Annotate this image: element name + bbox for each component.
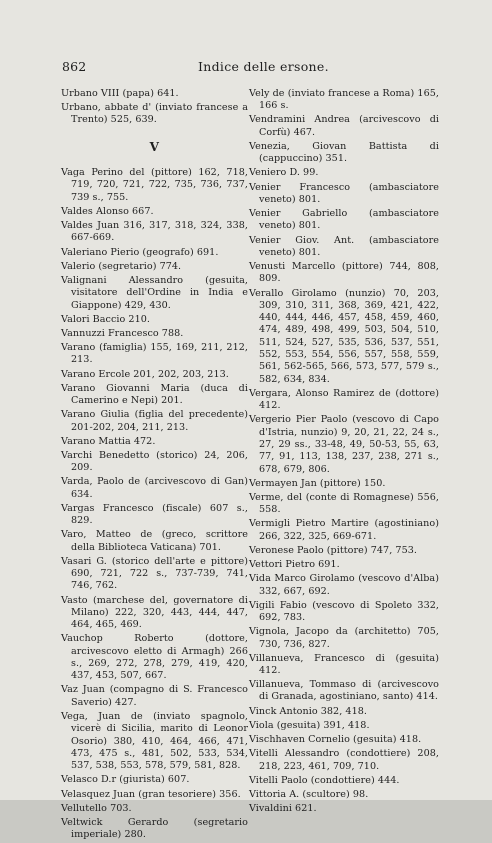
index-entry: Valori Baccio 210.	[61, 313, 150, 325]
index-entry: Valeriano Pierio (geografo) 691.	[61, 246, 219, 258]
right-column	[249, 88, 439, 817]
index-entry: Verme, del (conte di Romagnese) 556, 558.	[249, 491, 439, 516]
index-entry: Vega, Juan de (inviato spagnolo, vicerè di Sicilia, marito di Leonor Osorio) 380, 410, 464, 466, 471, 473, 475 s., 481, 502, 533, 534, 537, 538, 553, 578, 579, 581, 828.	[61, 710, 248, 772]
index-entry: Velasquez Juan (gran tesoriere) 356.	[61, 788, 241, 800]
index-entry: Villanueva, Francesco di (gesuita) 412.	[249, 652, 439, 676]
index-entry: Venier Gabriello (ambasciatore veneto) 801.	[249, 208, 439, 232]
page-number: 862	[62, 59, 87, 74]
index-entry: Vigili Fabio (vescovo di Spoleto 332, 692, 783.	[249, 599, 439, 624]
right-entries	[249, 88, 439, 815]
index-entry: Valdes Juan 316, 317, 318, 324, 338, 667-669.	[61, 220, 248, 244]
index-entry: Vargas Francesco (fiscale) 607 s., 829.	[61, 502, 248, 527]
section-letter: V	[149, 139, 160, 154]
index-entry: Varano Giulia (figlia del precedente) 201-202, 204, 211, 213.	[61, 409, 248, 433]
index-entry: Varano Mattia 472.	[61, 435, 156, 447]
page-header	[62, 59, 442, 77]
index-entry: Varano Giovanni Maria (duca di Camerino e Nepi) 201.	[61, 382, 248, 407]
index-entry: Venier Francesco (ambasciatore veneto) 801.	[249, 181, 439, 205]
left-column	[61, 88, 248, 843]
index-entry: Velasco D.r (giurista) 607.	[61, 774, 190, 786]
index-entry: Vendramini Andrea (arcivescovo di Corfù) 467.	[249, 114, 439, 138]
index-entry: Vellutello 703.	[61, 802, 132, 814]
index-entry: Urbano VIII (papa) 641.	[61, 88, 179, 99]
index-entry: Vergara, Alonso Ramirez de (dottore) 412.	[249, 387, 439, 412]
index-entry: Verallo Girolamo (nunzio) 70, 203, 309, 310, 311, 368, 369, 421, 422, 440, 444, 446, 457, 458, 459, 460, 474, 489, 498, 499, 503, 504, 510, 511, 524, 527, 535, 536, 537, 551, 552, 553, 554, 556, 557, 558, 559, 561, 562-565, 566, 573, 577, 579 s., 582, 634, 834.	[249, 287, 439, 385]
index-entry: Vischhaven Cornelio (gesuita) 418.	[249, 734, 422, 746]
index-entry: Viola (gesuita) 391, 418.	[249, 719, 370, 731]
index-entry: Vergerio Pier Paolo (vescovo di Capo d'Istria, nunzio) 9, 20, 21, 22, 24 s., 27, 29 ss., 33-48, 49, 50-53, 55, 63, 77, 91, 113, 138, 237, 238, 271 s., 678, 679, 806.	[249, 414, 439, 475]
index-entry: Venusti Marcello (pittore) 744, 808, 809.	[249, 261, 439, 285]
index-entry: Vermayen Jan (pittore) 150.	[249, 477, 386, 489]
index-entry: Vitelli Alessandro (condottiere) 208, 218, 223, 461, 709, 710.	[249, 748, 439, 772]
left-entries	[61, 167, 248, 841]
index-entry: Varano (famiglia) 155, 169, 211, 212, 213.	[61, 342, 248, 366]
index-entry: Veniero D. 99.	[249, 167, 319, 179]
index-entry: Vely de (inviato francese a Roma) 165, 166 s.	[249, 88, 439, 112]
index-entry: Venezia, Giovan Battista di (cappuccino) 351.	[249, 140, 439, 165]
index-entry: Vitelli Paolo (condottiere) 444.	[249, 774, 400, 786]
index-entry: Villanueva, Tommaso di (arcivescovo di Granada, agostiniano, santo) 414.	[249, 679, 439, 703]
index-entry: Vasari G. (storico dell'arte e pittore) 690, 721, 722 s., 737-739, 741, 746, 762.	[61, 555, 248, 592]
index-entry: Vittoria A. (scultore) 98.	[249, 788, 369, 800]
index-entry: Vasto (marchese del, governatore di Milano) 222, 320, 443, 444, 447, 464, 465, 469.	[61, 594, 248, 631]
index-entry: Varda, Paolo de (arcivescovo di Gan) 634.	[61, 476, 248, 500]
index-entry: Venier Giov. Ant. (ambasciatore veneto) 801.	[249, 234, 439, 258]
index-entry: Valdes Alonso 667.	[61, 205, 154, 217]
index-entry: Veltwick Gerardo (segretario imperiale) 280.	[61, 816, 248, 841]
index-entry: Vettori Pietro 691.	[249, 559, 340, 571]
index-entry: Vannuzzi Francesco 788.	[61, 327, 184, 339]
index-entry: Valignani Alessandro (gesuita, visitatore dell'Ordine in India e Giappone) 429, 430.	[61, 274, 248, 311]
index-entry: Valerio (segretario) 774.	[61, 260, 182, 272]
index-entry: Vignola, Jacopo da (architetto) 705, 730, 736, 827.	[249, 626, 439, 650]
index-entry: Vinck Antonio 382, 418.	[249, 705, 367, 717]
index-entry: Vaz Juan (compagno di S. Francesco Saverio) 427.	[61, 684, 248, 708]
index-entry: Varo, Matteo de (greco, scrittore della Biblioteca Vaticana) 701.	[61, 529, 248, 553]
index-entry: Varchi Benedetto (storico) 24, 206, 209.	[61, 449, 248, 474]
index-entry: Vauchop Roberto (dottore, arcivescovo eletto di Armagh) 266 s., 269, 272, 278, 279, 419, 420, 437, 453, 507, 667.	[61, 633, 248, 682]
running-title: Indice delle ersone.	[198, 59, 329, 74]
index-entry: Vida Marco Girolamo (vescovo d'Alba) 332, 667, 692.	[249, 573, 439, 597]
index-entry: Vaga Perino del (pittore) 162, 718, 719, 720, 721, 722, 735, 736, 737, 739 s., 755.	[61, 167, 248, 203]
left-top-entries	[61, 88, 248, 127]
index-entry: Veronese Paolo (pittore) 747, 753.	[249, 544, 417, 556]
index-entry: Vermigli Pietro Martire (agostiniano) 266, 322, 325, 669-671.	[249, 518, 439, 542]
index-entry: Varano Ercole 201, 202, 203, 213.	[61, 368, 229, 380]
index-entry: Urbano, abbate d' (inviato francese a Trento) 525, 639.	[61, 102, 248, 126]
index-entry: Vivaldini 621.	[249, 803, 317, 815]
